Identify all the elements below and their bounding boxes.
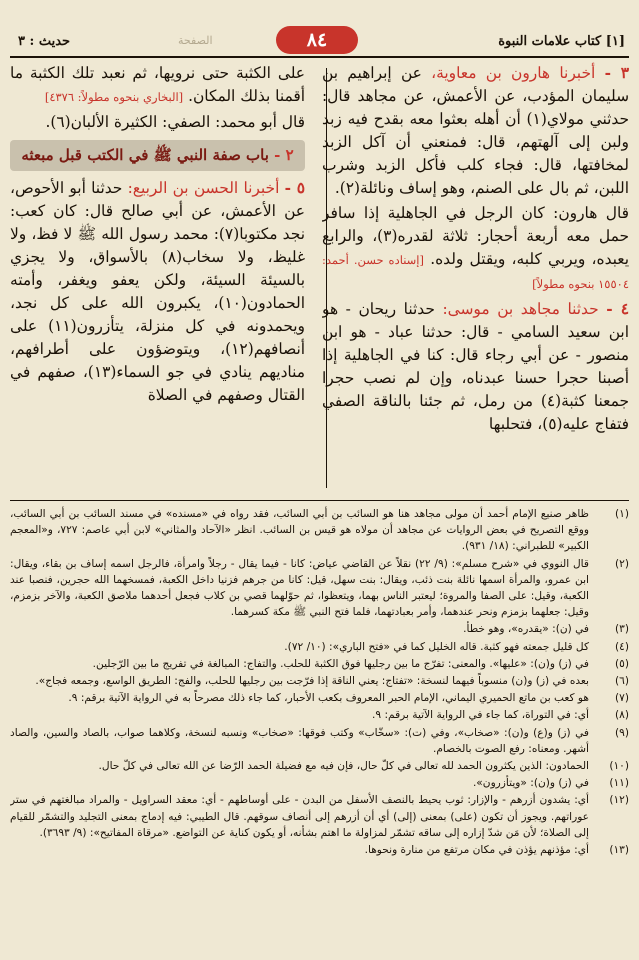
grading-note: [البخاري بنحوه مطولاً: ٤٣٧٦] (44, 90, 184, 104)
hadith-number: ٤ - (606, 300, 629, 318)
footnote (10, 725, 629, 757)
footnote (10, 690, 629, 706)
chapter-title: [١] كتاب علامات النبوة (498, 34, 625, 49)
footnote-number: (١٣) (609, 844, 629, 857)
footnote (10, 673, 629, 689)
footnote-number: (٦) (615, 675, 629, 688)
footnote-number: (١١) (609, 777, 629, 790)
footnote-number: (١٠) (609, 760, 629, 773)
chapter-heading-title: باب صفة النبي ﷺ في الكتب قبل مبعثه (21, 146, 269, 164)
hadith-3 (322, 62, 629, 200)
footnote-number: (٢) (615, 557, 629, 570)
footnote (10, 775, 629, 791)
footnote (10, 621, 629, 637)
column-divider (326, 68, 327, 488)
abu-muhammad-comment: قال أبو محمد: الصفي: الكثيرة الألبان(٦). (45, 113, 305, 131)
grading-note: [إسناده حسن. أحمد: ١٥٥٠٤ بنحوه مطولاً] (322, 253, 629, 291)
footnote-number: (٨) (615, 709, 629, 722)
hadith-text: على الكثبة حتى نرويها، ثم نعبد تلك الكثبة ما أقمنا بذلك المكان. (10, 64, 305, 105)
footnote-text: هو كعب بن ماتع الحميري اليماني، الإمام الحبر المعروف بكعب الأحبار، كما جاء ذلك مصرحاً به في الرواية الآتية برقم: ٩. (68, 692, 589, 705)
footnote (10, 792, 629, 841)
footnote-text: الحمادون: الذين يكثرون الحمد لله تعالى في كلّ حال، فإن فيه مع فضيلة الحمد الرّضا عن الله تعالى في كلّ حال. (98, 760, 589, 773)
hadith-5 (10, 177, 305, 407)
right-column (322, 62, 629, 494)
page-label: الصفحة (178, 34, 213, 47)
footnote-text: أي: يشدون أزرهم - والإزار: ثوب يحيط بالنصف الأسفل من البدن - على أوساطهم - أي: معقد السراويل - والمراد مبالغتهم في ستر عوراتهم. ويجوز أن تكون (على) بمعنى (إلى) أي أن أزرهم إلى أنصاف سوقهم. قال الطيبي: فيه إدماج بمعنى التجليد والتشمّر للقيام إلى الصلاة؛ لأن مَن شدّ إزاره إلى ساقه تشمّر لمزاولة ما اهتم بشأنه، أو يكون كناية عن التواضع. «مرقاة المفاتيح»: (٩/ ٣٦٩٣). (10, 794, 589, 839)
footnote-text: في (ز) و(ع) و(ن): «صخاب»، وفي (ت): «سخّاب» وكتب فوقها: «صخاب» ونسبه لنسخة، وكلاهما صواب، بالصاد والسين، والصاد أشهر. ومعناه: رفع الصوت بالخصام. (10, 726, 589, 755)
chapter-heading (10, 140, 305, 171)
chapter-number: ٢ - (274, 146, 294, 164)
footnote (10, 758, 629, 774)
hadith-4 (322, 298, 629, 436)
footnote (10, 656, 629, 672)
harun-comment (322, 202, 629, 296)
footnote-text: أي: مؤذنهم يؤذن في مكان مرتفع من منارة ونحوها. (364, 844, 589, 857)
hadith-text: حدثنا أبو الأحوص، عن الأعمش، عن أبي صالح قال: كان كعب: نجد مكتوبا(٧): محمد رسول الله ﷺ لا فظ، ولا غليظ، ولا سخاب(٨) بالأسواق، ولا يجزي بالسيئة السيئة، ولكن يعفو ويغفر، وأمته الحمادون(١٠)، يكبرون الله على كل نجد، ويحمدونه في كل منزلة، يتأزرون(١١) على أنصافهم(١٢)، ويتوضؤون على أطرافهم، مناديهم ينادي في جو السماء(١٣)، صفهم في القتال وصفهم في الصلاة (10, 179, 305, 404)
footnote-text: في (ز) و(ن): «عليها». والمعنى: تفرّج ما بين رجليها فوق الكثبة للحلب. والتفاج: المبالغة في تفريج ما بين الرّجلين. (92, 657, 589, 670)
hadith-4-continued (10, 62, 305, 109)
footnote-text: قال النووي في «شرح مسلم»: (٩/ ٢٢) نقلاً عن القاضي عياض: كانا - فيما يقال - رجلاً وامرأة، فالرجل اسمه إساف بن بقاء، ويقال: ابن عمرو، والمرأة اسمها نائلة بنت ذئب، ويقال: بنت سهل، قيل: كانا من جرهم فزنيا داخل الكعبة، فمسخهما الله حجرين، فنصبا عند الكعبة، وقيل: على الصفا والمروة؛ ليعتبر الناس بهما، ويتعظوا، ثم حوّلهما قصي بن كلاب فجعل أحدهما ملاصق الكعبة، والآخر بزمزم، وقيل: جعلهما بزمزم ونحر عندهما، وأمر بعبادتهما، فلما فتح النبي ﷺ مكة كسرهما. (10, 557, 589, 619)
hadith-number: ٣ - (604, 64, 629, 82)
comment-text: قال هارون: كان الرجل في الجاهلية إذا سافر حمل معه أربعة أحجار: ثلاثة لقدره(٣)، والرابع يعبده، ويربي كلبه، ويقتل ولده. (322, 204, 629, 268)
footnotes (10, 506, 629, 952)
footnote-separator (10, 500, 629, 501)
page-header (10, 30, 629, 58)
left-column (10, 62, 305, 494)
footnote-number: (٥) (615, 657, 629, 670)
footnote (10, 506, 629, 555)
footnote-number: (٧) (615, 692, 629, 705)
hadith-text: عن إبراهيم بن سليمان المؤدب، عن الأعمش، عن مجاهد قال: حدثني مولاي(١) أن أهله بعثوا معه بقدح فيه زبد ولبن إلى آلهتهم، قال: فمنعني أن آكل الزبد لمخافتها، قال: فجاء كلب فأكل الزبد وشرب اللبن، ثم بال على الصنم، وهو إساف ونائلة(٢). (322, 64, 629, 197)
footnote (10, 842, 629, 858)
footnote-text: كل قليل جمعته فهو كثبة. قاله الخليل كما في «فتح الباري»: (١٠/ ٧٢). (284, 640, 589, 653)
footnote-text: ظاهر صنيع الإمام أحمد أن مولى مجاهد هنا هو السائب بن أبي السائب، فقد رواه في «مسنده» في مسند السائب بن أبي السائب، ووقع التصريح في بعض الروايات عن مجاهد أن مولاه هو قيس بن السائب. انظر «الآحاد والمثاني» لابن أبي عاصم: ٧٢٧، و«المعجم الكبير» للطبراني: (١٨/ ٩٣١). (10, 508, 589, 553)
footnote-number: (٩) (615, 726, 629, 739)
footnote (10, 639, 629, 655)
footnote (10, 556, 629, 621)
narrator: أخبرنا الحسن بن الربيع: (127, 179, 280, 197)
hadith-counter: حديث : ٣ (18, 34, 71, 49)
narrator: حدثنا مجاهد بن موسى: (442, 300, 599, 318)
footnote-number: (٣) (615, 623, 629, 636)
footnote-text: في (ز) و(ن): «ويتأزرون». (472, 777, 589, 790)
footnote-text: في (ن): «يقدره»، وهو خطأ. (463, 623, 589, 636)
hadith-number: ٥ - (284, 179, 305, 197)
footnote-number: (١) (615, 508, 629, 520)
footnote-number: (١٢) (609, 794, 629, 807)
narrator: أخبرنا هارون بن معاوية، (431, 64, 596, 82)
hadith-text: حدثنا ريحان - هو ابن سعيد السامي - قال: حدثنا عباد - هو ابن منصور - عن أبي رجاء قال: كنا في الجاهلية إذا أصبنا حجرا حسنا عبدناه، وإن لم نصب حجرا جمعنا كثبة(٤) من رمل، ثم جئنا بالناقة الصفي فتفاج عليه(٥)، فتحلبها (322, 300, 629, 433)
footnote (10, 707, 629, 723)
footnote-number: (٤) (615, 640, 629, 653)
footnote-text: بعده في (ز) و(ن) منسوباً فيهما لنسخة: «تفتاج: يعني الناقة إذا فرّجت بين رجليها للحلب، والفج: الطريق الواسع، وجمعه فجاج». (35, 675, 589, 688)
footnote-text: أي: في التوراة، كما جاء في الرواية الآتية برقم: ٩. (372, 709, 589, 722)
page-number-badge: ٨٤ (276, 26, 358, 54)
